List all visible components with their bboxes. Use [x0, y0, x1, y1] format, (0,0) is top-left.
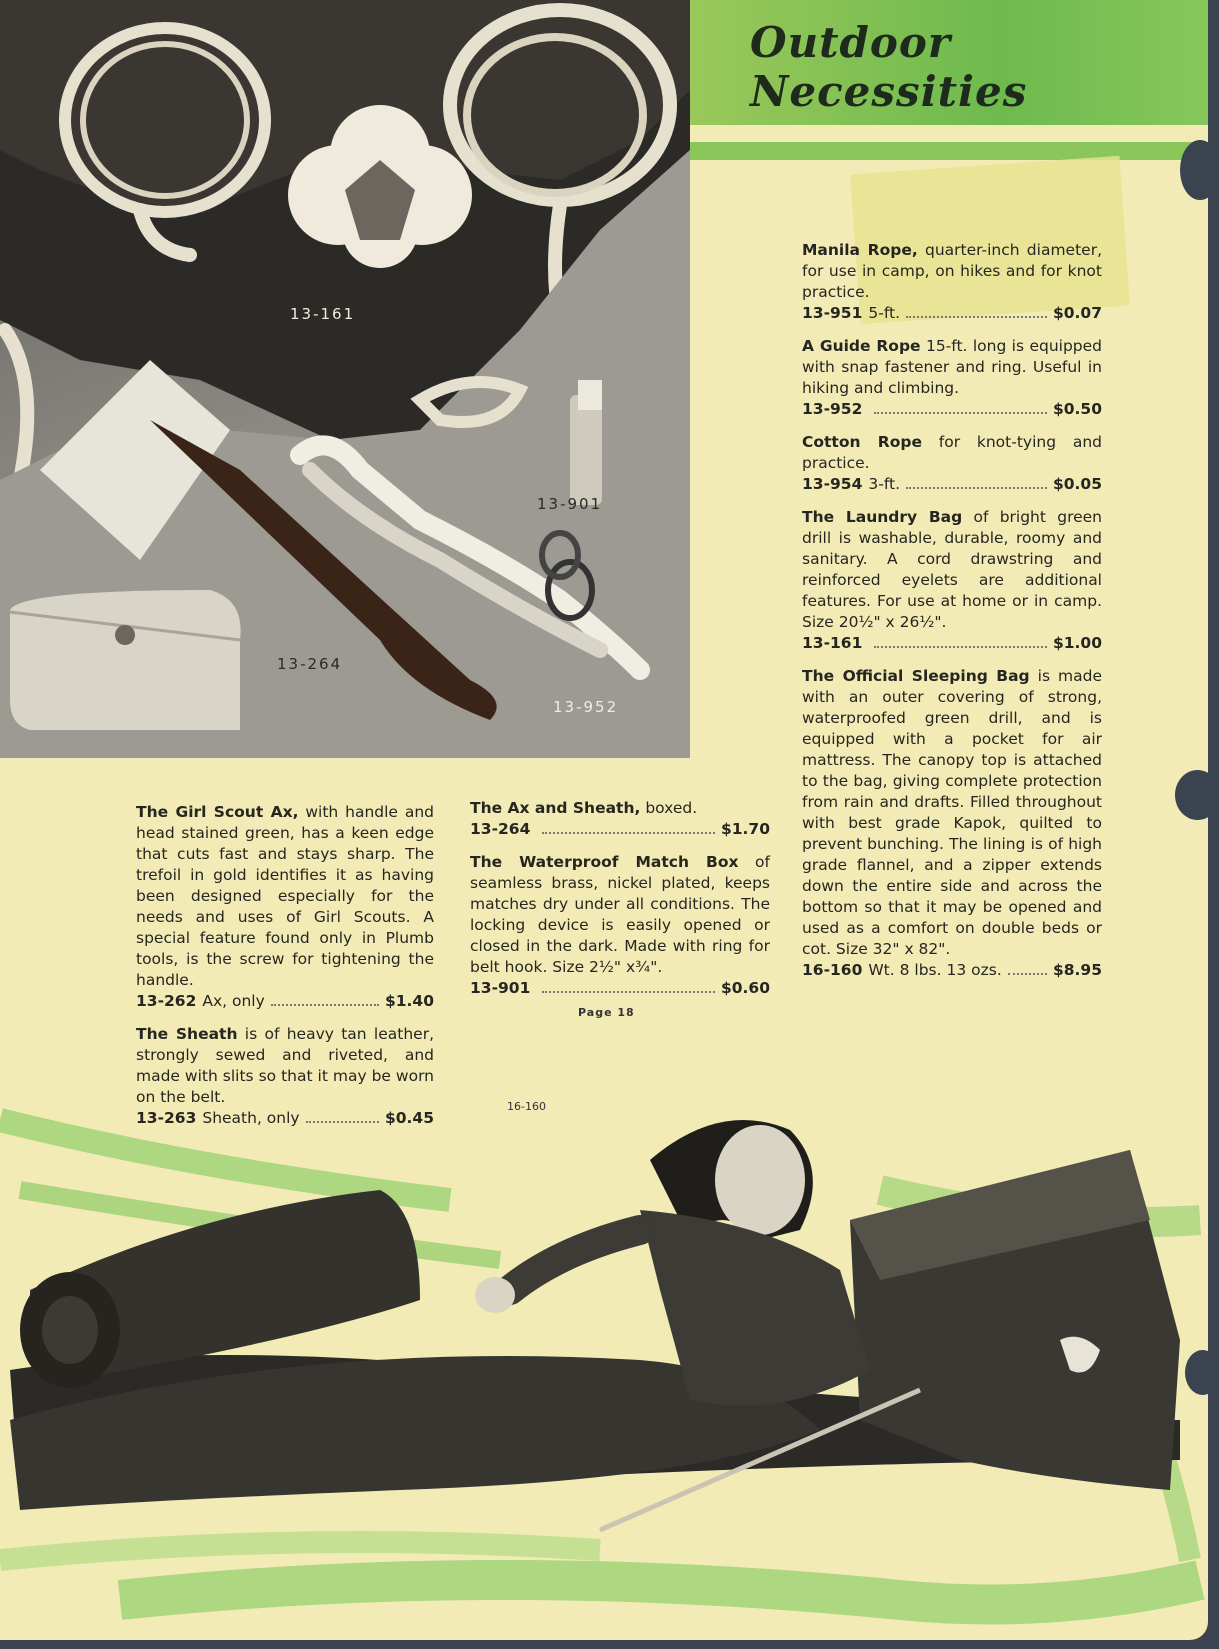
sheath-illustration — [10, 590, 241, 730]
item-manila-rope: Manila Rope, quarter-inch diameter, for use in camp, on hikes and for knot practice. 13-951 5-ft. $0.07 — [802, 241, 1102, 322]
callout-whistle: 13-901 — [537, 495, 603, 513]
price-line: 13-952 $0.50 — [802, 400, 1102, 418]
page-title: Outdoor Necessities — [750, 18, 1028, 116]
item-cotton-rope: Cotton Rope for knot-tying and practice. 13-954 3-ft. $0.05 — [802, 433, 1102, 493]
match-box-illustration — [570, 395, 602, 505]
product-photo-art — [0, 0, 690, 758]
item-match-box: The Waterproof Match Box of seamless brass, nickel plated, keeps matches dry under all conditions. The locking device is easily opened or closed in the dark. Made with ring for belt hook. Size 2½" x¾". 13-901 $0.60 — [470, 853, 770, 997]
price-line: 13-161 $1.00 — [802, 634, 1102, 652]
green-strip — [690, 142, 1208, 160]
middle-column — [470, 798, 770, 1011]
sleeping-bag-photo-art — [0, 1040, 1208, 1640]
price-line: 13-951 5-ft. $0.07 — [802, 304, 1102, 322]
page-number: Page 18 — [578, 1006, 635, 1019]
item-girl-scout-ax: The Girl Scout Ax, with handle and head stained green, has a keen edge that cuts fast and stays sharp. The trefoil in gold identifies it as having been designed especially for the needs and uses of Girl Scouts. A special feature found only in Plumb tools, is the screw for tightening the handle. 13-262 Ax, only $1.40 — [136, 803, 434, 1010]
callout-sleeping-bag: 16-160 — [507, 1100, 546, 1113]
price-line: 13-954 3-ft. $0.05 — [802, 475, 1102, 493]
price-line: 13-262 Ax, only $1.40 — [136, 992, 434, 1010]
callout-bag: 13-161 — [290, 305, 356, 323]
price-line: 13-263 Sheath, only $0.45 — [136, 1109, 434, 1127]
price-line: 13-264 $1.70 — [470, 820, 770, 838]
item-laundry-bag: The Laundry Bag of bright green drill is washable, durable, roomy and sanitary. A cord drawstring and reinforced eyelets are additional features. For use at home or in camp. Size 20½" x 26½". 13-161 $1.00 — [802, 508, 1102, 652]
price-line: 13-901 $0.60 — [470, 979, 770, 997]
sleeping-bag-photo — [0, 1040, 1208, 1640]
item-guide-rope: A Guide Rope 15-ft. long is equipped with snap fastener and ring. Useful in hiking and climbing. 13-952 $0.50 — [802, 337, 1102, 418]
item-ax-and-sheath: The Ax and Sheath, boxed. 13-264 $1.70 — [470, 799, 770, 838]
callout-ax: 13-264 — [277, 655, 343, 673]
page-wear-blot — [1180, 140, 1208, 200]
right-column — [802, 240, 1102, 993]
item-sheath: The Sheath is of heavy tan leather, strongly sewed and riveted, and made with slits so that it may be worn on the belt. 13-263 Sheath, only $0.45 — [136, 1025, 435, 1127]
item-sleeping-bag: The Official Sleeping Bag is made with an outer covering of strong, waterproofed green drill, and is equipped with a pocket for air mattress. The canopy top is attached to the bag, giving complete protection from rain and drafts. Filled throughout with best grade Kapok, quilted to prevent bunching. The lining is of high grade flannel, and a zipper extends down the entire side and across the bottom so that it may be opened and used as a comfort on double beds or cot. Size 32" x 82". 16-160 Wt. 8 lbs. 13 ozs. $8.95 — [802, 667, 1102, 979]
product-photo — [0, 0, 690, 758]
price-line: 16-160 Wt. 8 lbs. 13 ozs. $8.95 — [802, 961, 1102, 979]
page-wear-blot — [1175, 770, 1208, 820]
callout-rope: 13-952 — [553, 698, 619, 716]
